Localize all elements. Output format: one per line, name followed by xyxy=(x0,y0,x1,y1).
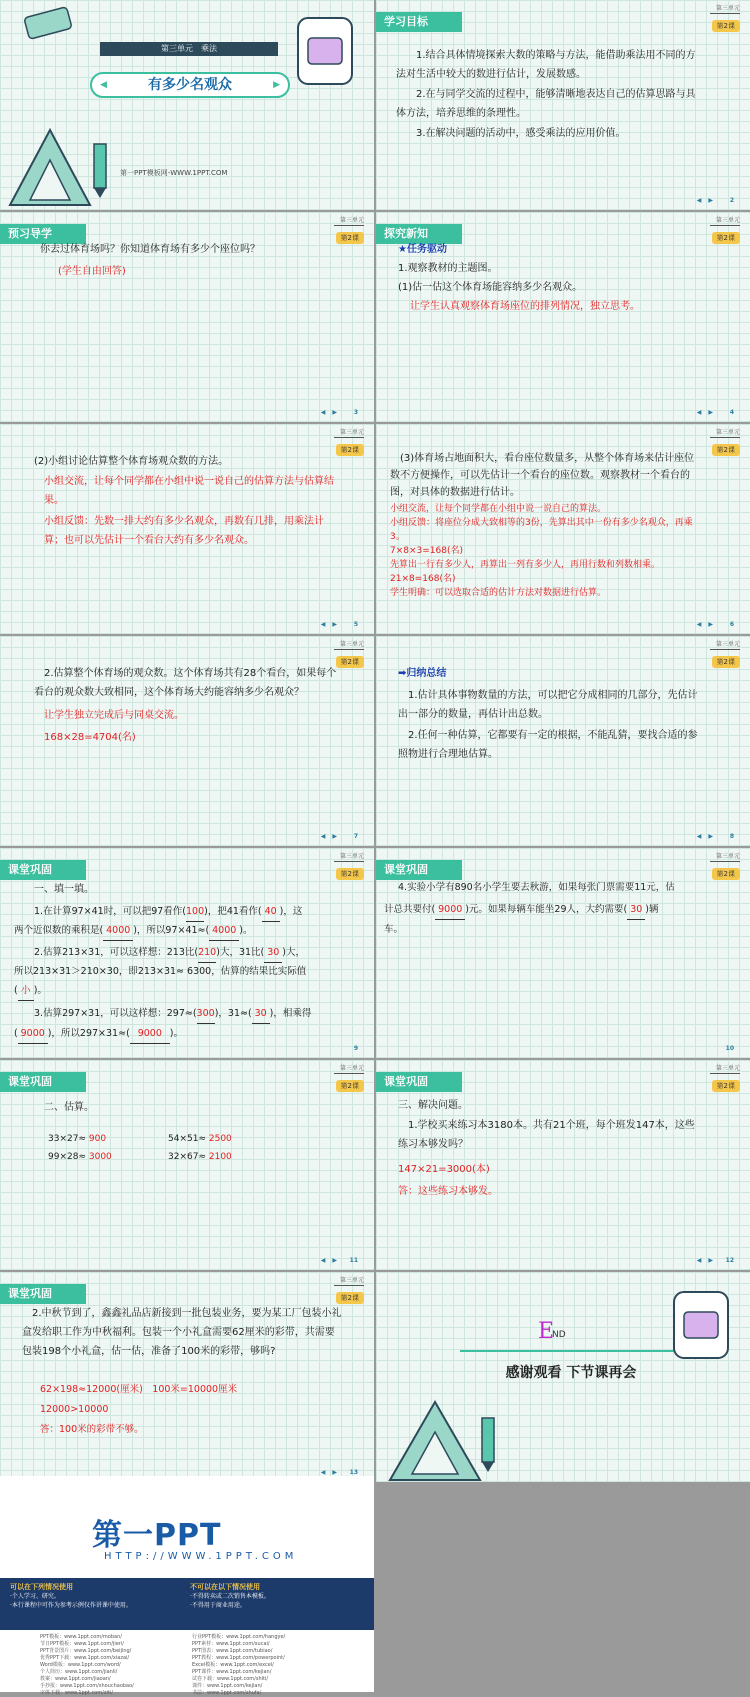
ruler-triangle-icon xyxy=(380,1392,490,1482)
q4-line2: 计总共要付( 9000 )元。如果每辆车能坐29人，大约需要( 30 )辆 xyxy=(384,900,658,920)
slide-6[interactable] xyxy=(376,424,750,634)
paragraph: (3)体育场占地面积大，看台座位数量多，从整个体育场来估计座位数不方便操作，可以先估计一个看台的座位数。观察教材一个看台的图，对具体的数据进行估计。 xyxy=(390,453,695,498)
end-letter: E xyxy=(538,1319,555,1344)
slide-10[interactable] xyxy=(376,848,750,1058)
chapter-label: 第三单元 xyxy=(334,853,364,862)
page-number: 13 xyxy=(349,1469,358,1476)
lesson-tag: 第2课 xyxy=(712,868,740,880)
page-number: 4 xyxy=(729,409,734,416)
chapter-label: 第三单元 xyxy=(710,853,740,862)
q1-line1: 1.在计算97×41时，可以把97看作(100)，把41看作( 40 )，这 xyxy=(34,902,302,922)
slide-2[interactable] xyxy=(376,0,750,210)
group-exchange: 小组交流，让每个同学都在小组中说一说自己的算法。 xyxy=(390,504,607,514)
answer: (学生自由回答) xyxy=(58,266,126,277)
nav-icons[interactable]: ◀▶ xyxy=(696,409,720,416)
conclusion: 学生明确：可以选取合适的估计方法对数据进行估算。 xyxy=(390,588,607,598)
ad-link[interactable]: PPT教程：www.1ppt.com/powerpoint/ xyxy=(192,1655,285,1661)
nav-icons[interactable]: ◀▶ xyxy=(696,833,720,840)
ad-link[interactable]: 字体下载：www.1ppt.com/ziti/ xyxy=(40,1690,113,1696)
chapter-label: 第三单元 xyxy=(710,217,740,226)
compare: 12000>10000 xyxy=(40,1404,109,1415)
ad-link[interactable]: PPT图表：www.1ppt.com/tubiao/ xyxy=(192,1648,273,1654)
q2-line3: ( 小 )。 xyxy=(14,981,47,1001)
chapter-label: 第三单元 xyxy=(334,429,364,438)
usage-bar xyxy=(0,1578,374,1630)
page-number: 11 xyxy=(349,1257,358,1264)
pen-icon xyxy=(478,1414,498,1474)
chapter-label: 第三单元 xyxy=(334,641,364,650)
nav-icons[interactable]: ◀▶ xyxy=(696,197,720,204)
left-arrow-icon: ◀ xyxy=(100,80,107,90)
lesson-title-banner xyxy=(90,72,290,98)
answer: 答：这些练习本够发。 xyxy=(398,1186,498,1197)
links-right[interactable] xyxy=(192,1634,285,1697)
chapter-label: 第三单元 xyxy=(334,1277,364,1286)
slide-9[interactable] xyxy=(0,848,374,1058)
slide-11[interactable] xyxy=(0,1060,374,1270)
chapter-label: 第三单元 xyxy=(710,5,740,14)
hint: 让学生认真观察体育场座位的排列情况，独立思考。 xyxy=(410,301,640,312)
step-1: 1.观察教材的主题图。 xyxy=(398,263,498,274)
q4-line3: 车。 xyxy=(384,924,404,935)
summary-title: ➡归纳总结 xyxy=(398,668,447,679)
slide-header: 课堂巩固 xyxy=(0,860,86,880)
slide-12[interactable] xyxy=(376,1060,750,1270)
section-title: 二、估算。 xyxy=(44,1102,94,1113)
page-number: 12 xyxy=(725,1257,734,1264)
ruler-triangle-icon xyxy=(0,120,100,210)
section-title: 一、填一填。 xyxy=(34,884,94,895)
lesson-tag: 第2课 xyxy=(712,20,740,32)
ad-link[interactable]: 优秀PPT下载：www.1ppt.com/xiazai/ xyxy=(40,1655,130,1661)
q2-line1: 2.估算213×31，可以这样想：213比(210)大，31比( 30 )大， xyxy=(34,943,305,963)
thanks-message: 感谢观看 下节课再会 xyxy=(505,1365,637,1381)
ad-link[interactable]: 个人简历：www.1ppt.com/jianli/ xyxy=(40,1669,118,1675)
section-title: 三、解决问题。 xyxy=(398,1100,468,1111)
slide-header: 课堂巩固 xyxy=(376,1072,462,1092)
chapter-label: 第三单元 xyxy=(334,1065,364,1074)
answer: 答：100米的彩带不够。 xyxy=(40,1424,144,1435)
lesson-tag: 第2课 xyxy=(336,656,364,668)
lesson-tag: 第2课 xyxy=(712,656,740,668)
chapter-label: 第三单元 xyxy=(710,641,740,650)
page-number: 5 xyxy=(353,621,358,628)
pen-icon xyxy=(90,140,110,200)
cannot-use: 不可以在以下情况使用 ·不得转卖或二次销售本模板。 ·不得用于商业用途。 xyxy=(190,1583,270,1609)
ad-link[interactable]: PPT素材：www.1ppt.com/sucai/ xyxy=(192,1641,270,1647)
calc-3: 99×28≈ 3000 xyxy=(48,1152,112,1162)
instruction: 让学生独立完成后与同桌交流。 xyxy=(44,710,184,721)
group-feedback: 小组反馈：先数一排大约有多少名观众，再数有几排，用乘法计算；也可以先估计一个看台大约有多少名观众。 xyxy=(44,516,324,546)
page-number: 7 xyxy=(353,833,358,840)
group-exchange: 小组交流，让每个同学都在小组中说一说自己的估算方法与估算结果。 xyxy=(44,476,334,506)
logo-url: HTTP://WWW.1PPT.COM xyxy=(104,1551,298,1562)
summary-2: 2.任何一种估算，它都要有一定的根据，不能乱猜，要找合适的参照物进行合理地估算。 xyxy=(398,730,698,760)
page-number: 6 xyxy=(729,621,734,628)
lesson-tag: 第2课 xyxy=(712,444,740,456)
page-number: 8 xyxy=(729,833,734,840)
unit-title: 第三单元 乘法 xyxy=(100,42,278,56)
divider xyxy=(460,1350,698,1352)
ad-link[interactable]: 节日PPT模板：www.1ppt.com/jieri/ xyxy=(40,1641,124,1647)
slide-header: 学习目标 xyxy=(376,12,462,32)
goal-3: 3.在解决问题的活动中，感受乘法的应用价值。 xyxy=(416,128,626,139)
ad-link[interactable]: Excel模板：www.1ppt.com/excel/ xyxy=(192,1662,274,1668)
lesson-tag: 第2课 xyxy=(336,1080,364,1092)
slide-header: 课堂巩固 xyxy=(0,1072,86,1092)
chapter-label: 第三单元 xyxy=(334,217,364,226)
nav-icons[interactable]: ◀▶ xyxy=(320,833,344,840)
nav-icons[interactable]: ◀▶ xyxy=(696,1257,720,1264)
lesson-tag: 第2课 xyxy=(336,1292,364,1304)
page-number: 10 xyxy=(725,1045,734,1052)
ad-link[interactable]: 教案：www.1ppt.com/jiaoan/ xyxy=(40,1676,111,1682)
slide-header: 课堂巩固 xyxy=(0,1284,86,1304)
page-number: 3 xyxy=(353,409,358,416)
page-number: 2 xyxy=(729,197,734,204)
step-1-1: (1)估一估这个体育场能容纳多少名观众。 xyxy=(398,282,583,293)
nav-icons[interactable]: ◀▶ xyxy=(320,621,344,628)
ad-link[interactable]: 行业PPT模板：www.1ppt.com/hangye/ xyxy=(192,1634,286,1640)
slide-13[interactable] xyxy=(0,1272,374,1482)
slide-7[interactable] xyxy=(0,636,374,846)
ad-link[interactable]: 课件：www.1ppt.com/kejian/ xyxy=(192,1683,263,1689)
slide-header: 探究新知 xyxy=(376,224,462,244)
q4-line1: 4.实验小学有890名小学生要去秋游，如果每张门票需要11元，估 xyxy=(398,882,675,893)
eraser-icon xyxy=(20,4,80,44)
ad-link[interactable]: PPT模板：www.1ppt.com/moban/ xyxy=(40,1634,122,1640)
slide-14[interactable] xyxy=(376,1272,750,1482)
chapter-label: 第三单元 xyxy=(710,1065,740,1074)
lesson-tag: 第2课 xyxy=(336,232,364,244)
slide-8[interactable] xyxy=(376,636,750,846)
question: 你去过体育场吗？你知道体育场有多少个座位吗？ xyxy=(40,244,260,255)
q3-line2: ( 9000 )，所以297×31≈( 9000 )。 xyxy=(14,1024,183,1044)
links-left[interactable] xyxy=(40,1634,134,1697)
q3-line1: 3.估算297×31，可以这样想：297≈(300)，31≈( 30 )，相乘得 xyxy=(34,1004,311,1024)
question: 1.学校买来练习本3180本。共有21个班，每个班发147本，这些练习本够发吗？ xyxy=(398,1120,695,1150)
method-2: 先算出一行有多少人，再算出一列有多少人，再用行数和列数相乘。 xyxy=(390,560,661,570)
can-use: 可以在下列情况使用 ·个人学习、研究。 ·本行课程中可作为参考示例仅作讲课中使用。 xyxy=(10,1583,132,1609)
formula-1: 7×8×3=168(名) xyxy=(390,546,464,556)
logo: 第一PPT xyxy=(92,1518,222,1553)
page-number: 9 xyxy=(353,1045,358,1052)
slide-4[interactable] xyxy=(376,212,750,422)
summary-1: 1.估计具体事物数量的方法，可以把它分成相同的几部分，先估计出一部分的数量，再估计出总数。 xyxy=(398,690,698,720)
goal-1: 1.结合具体情境探索大数的策略与方法，能借助乘法用不同的方法对生活中较大的数进行估计，发展数感。 xyxy=(396,50,696,80)
slide-header: 预习导学 xyxy=(0,224,86,244)
ad-panel xyxy=(0,1476,374,1696)
backpack-icon xyxy=(666,1278,736,1368)
slide-1[interactable] xyxy=(0,0,374,210)
ad-link[interactable]: PPT背景图片：www.1ppt.com/beijing/ xyxy=(40,1648,132,1654)
chapter-label: 第三单元 xyxy=(710,429,740,438)
lesson-tag: 第2课 xyxy=(336,444,364,456)
slide-5[interactable] xyxy=(0,424,374,634)
calc: 62×198≈12000(厘米) 100米=10000厘米 xyxy=(40,1384,238,1395)
nav-icons[interactable]: ◀▶ xyxy=(696,621,720,628)
group-feedback: 小组反馈：将座位分成大致相等的3份，先算出其中一份有多少名观众，再乘3。 xyxy=(390,518,693,542)
nav-icons[interactable]: ◀▶ xyxy=(320,1469,344,1476)
goal-2: 2.在与同学交流的过程中，能够清晰地表达自己的估算思路与具体方法，培养思维的条理性。 xyxy=(396,89,696,119)
q2-line2: 所以213×31＞210×30，即213×31≈ 6300，估算的结果比实际值 xyxy=(14,966,307,977)
task-title: ★任务驱动 xyxy=(398,244,447,255)
discussion: (2)小组讨论估算整个体育场观众数的方法。 xyxy=(34,456,229,467)
nav-icons[interactable]: ◀▶ xyxy=(320,409,344,416)
calc: 147×21=3000(本) xyxy=(398,1164,490,1175)
question: 2.中秋节到了，鑫鑫礼品店新接到一批包装业务，要为某工厂包装小礼盒发给职工作为中秋福利。包装一个小礼盒需要62厘米的彩带，共需要包装198个小礼盒，估一估，准备了100米的彩带，够吗? xyxy=(22,1308,342,1357)
ad-link[interactable]: Word模板：www.1ppt.com/word/ xyxy=(40,1662,121,1668)
calc-1: 33×27≈ 900 xyxy=(48,1134,107,1144)
ad-link[interactable]: 手抄报：www.1ppt.com/shouchaobao/ xyxy=(40,1683,134,1689)
lesson-tag: 第2课 xyxy=(712,232,740,244)
question: 2.估算整个体育场的观众数。这个体育场共有28个看台，如果每个看台的观众数大致相同，这个体育场大约能容纳多少名观众？ xyxy=(34,668,337,698)
calc-2: 54×51≈ 2500 xyxy=(168,1134,232,1144)
ad-link[interactable]: 试卷下载：www.1ppt.com/shiti/ xyxy=(192,1676,269,1682)
calc-4: 32×67≈ 2100 xyxy=(168,1152,232,1162)
right-arrow-icon: ▶ xyxy=(273,80,280,90)
formula-2: 21×8=168(名) xyxy=(390,574,456,584)
lesson-tag: 第2课 xyxy=(712,1080,740,1092)
answer: 168×28=4704(名) xyxy=(44,732,136,743)
website-label: 第一PPT模板网-WWW.1PPT.COM xyxy=(120,169,228,177)
lesson-title: 有多少名观众 xyxy=(148,77,232,93)
backpack-icon xyxy=(290,4,360,94)
slide-3[interactable] xyxy=(0,212,374,422)
lesson-tag: 第2课 xyxy=(336,868,364,880)
end-text: ND xyxy=(552,1330,566,1340)
nav-icons[interactable]: ◀▶ xyxy=(320,1257,344,1264)
ad-link[interactable]: PPT课件：www.1ppt.com/kejian/ xyxy=(192,1669,272,1675)
q1-line2: 两个近似数的乘积是( 4000 )，所以97×41≈( 4000 )。 xyxy=(14,921,252,941)
ad-link[interactable]: 书法：www.1ppt.com/shufa/ xyxy=(192,1690,262,1696)
slide-header: 课堂巩固 xyxy=(376,860,462,880)
